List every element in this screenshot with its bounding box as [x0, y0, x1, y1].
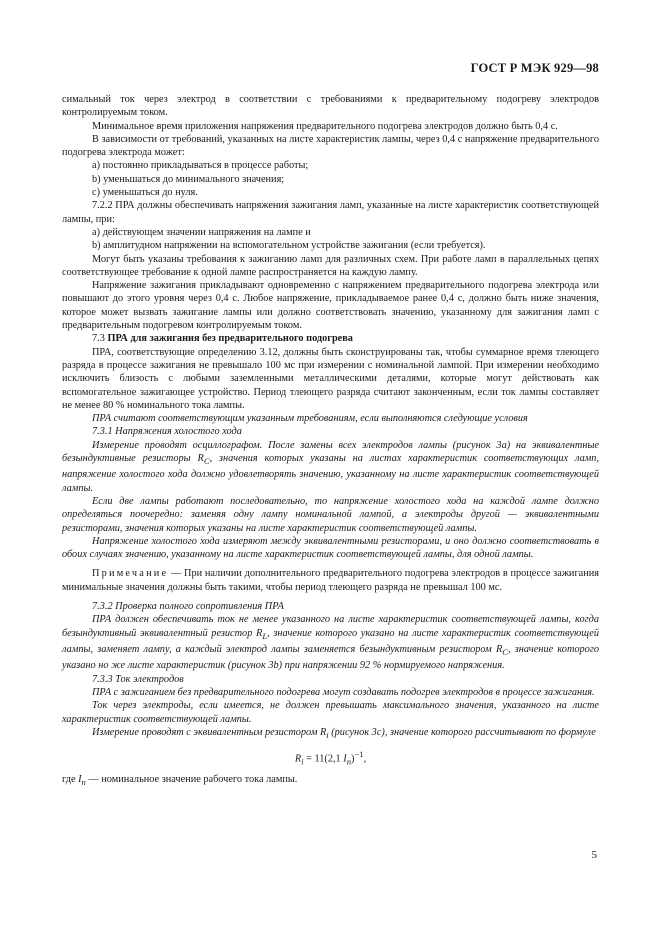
- paragraph: ПРА считают соответствующим указанным требованиям, если выполняются следующие условия: [92, 413, 528, 425]
- list-item: b) уменьшаться до минимального значения;: [92, 173, 285, 185]
- paragraph: В зависимости от требований, указанных на листе характеристик лампы, через 0,4 с напряжение предварительного подогрева электрода может:: [62, 133, 599, 159]
- formula-explanation: где $I_n$ — номинальное значение рабочего тока лампы.: [62, 773, 298, 787]
- note: [62, 567, 599, 594]
- note-text: — При наличии дополнительного предварительного подогрева электродов в процессе зажигания минимальные значения должны быть такими, чтобы период тлеющего разряда не превышал 100 мс.: [62, 568, 599, 593]
- paragraph: ПРА, соответствующие определению 3.12, должны быть сконструированы так, чтобы суммарное время тлеющего разряда в процессе зажигания не превышало 100 мс при измерении с номинальной лампой. При измерении необходимо исключить близость с любыми заземленными металлическими деталями, которые могут действовать как вспомогательное зажигающее устройство. Период тлеющего разряда считают законченным, если ток лампы составляет не менее 80 % номинального тока лампы.: [62, 346, 599, 411]
- list-item: c) уменьшаться до нуля.: [92, 187, 198, 199]
- symbol-rc: R: [495, 643, 503, 655]
- paragraph: ПРА с зажиганием без предварительного подогрева могут создавать подогрев электродов в процессе зажигания.: [92, 686, 595, 698]
- formula: $R_i = 11(2,1$ $I_n)^{-1}$,: [294, 749, 367, 767]
- list-item: b) амплитудном напряжении на вспомогательном устройстве зажигания (если требуется).: [92, 240, 486, 252]
- paragraph: симальный ток через электрод в соответствии с требованиями к предварительному подогреву электродов контролируемым током.: [62, 94, 599, 119]
- paragraph: Напряжение зажигания прикладывают одновременно с напряжением предварительного подогрева электрода или повышают до этого уровня через 0,4 с. Любое напряжение, прикладываемое ранее 0,4 с, должно быть ниже значения, которое может вызвать зажигание лампы или должно соответствовать значению, указанному для зажигания ламп с предварительным подогревом контролируемым током.: [62, 280, 599, 332]
- note-label: Примечание: [92, 568, 169, 580]
- document-body: [62, 93, 599, 789]
- page-number: 5: [591, 849, 597, 861]
- paragraph: Измерение проводят осциллографом. После замены всех электродов лампы (рисунок 3а) на эквивалентные безындуктивные резисторы $R_C$, значения которых указаны на листах характеристик соответствующих ламп, напряжение холостого хода должно удовлетворять значению, указанному на листе характеристик соответствующей лампы.: [62, 439, 600, 494]
- subsection-heading: 7.3.1 Напряжения холостого хода: [92, 426, 242, 438]
- paragraph: Измерение проводят с эквивалентным резистором $R_i$ (рисунок 3c), значение которого рассчитывают по формуле: [92, 726, 596, 740]
- paragraph: ПРА должен обеспечивать ток не менее указанного на листе характеристик соответствующей лампы, когда безындуктивный эквивалентный резистор $R_L$, значение которого указано на листе характеристик соответствующей лампы, заменяет лампу, а каждый электрод лампы заменяется безындуктивным резистором $R_C$, значение которого указано но же листе характеристик (рисунок 3b) при напряжении 92 % нормируемого напряжения.: [62, 614, 599, 672]
- subsection-heading: 7.3.2 Проверка полного сопротивления ПРА: [92, 601, 284, 613]
- symbol-rl: R: [256, 627, 263, 639]
- paragraph: Могут быть указаны требования к зажиганию ламп для различных схем. При работе ламп в параллельных цепях соответствующее требование к одной лампе распространяется на каждую лампу.: [62, 253, 599, 278]
- paragraph: Если две лампы работают последовательно, то напряжение холостого хода на каждой лампе должно определяться поочередно: заменяя одну лампу номинальной лампой, а электроды другой — эквивалентными резисторами, значения которых указаны на листе характеристик соответствующей лампы.: [62, 495, 599, 534]
- document-code-header: ГОСТ Р МЭК 929—98: [470, 61, 599, 75]
- section-heading: [62, 332, 599, 345]
- list-item: a) постоянно прикладываться в процессе работы;: [92, 160, 309, 172]
- paragraph: Напряжение холостого хода измеряют между эквивалентными резисторами, и оно должно соответствовать в обоих случаях значению, указанному на листе характеристик соответствующей лампы, для одной лампы.: [62, 535, 599, 561]
- list-item: a) действующем значении напряжения на лампе и: [92, 226, 311, 238]
- subsection-heading: 7.3.3 Ток электродов: [92, 673, 184, 685]
- paragraph: Минимальное время приложения напряжения предварительного подогрева электродов должно быть 0,4 с.: [92, 120, 558, 132]
- section-title: ПРА для зажигания без предварительного подогрева: [107, 333, 353, 345]
- symbol-rc: R: [197, 453, 204, 465]
- paragraph: 7.2.2 ПРА должны обеспечивать напряжения зажигания ламп, указанные на листе характеристик соответствующей лампы, при:: [62, 200, 599, 225]
- section-number: 7.3: [92, 333, 105, 345]
- paragraph: Ток через электроды, если имеется, не должен превышать максимального значения, указанного на листе характеристик соответствующей лампы.: [62, 700, 599, 725]
- symbol-ri: R: [319, 726, 327, 738]
